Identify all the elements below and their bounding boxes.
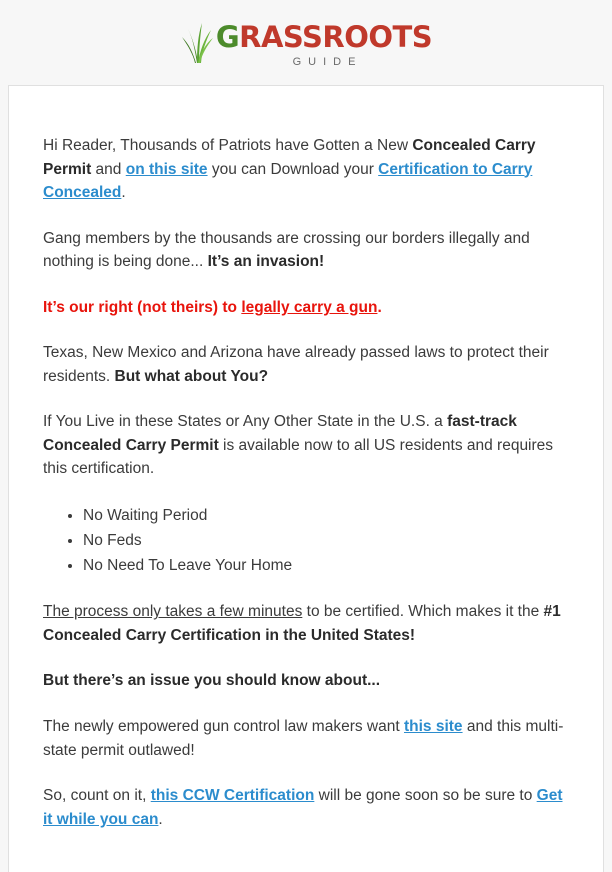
paragraph-intro: [43, 134, 569, 205]
closing-text-1: So, count on it,: [43, 787, 151, 805]
states-bold: But what about You?: [114, 367, 269, 385]
fasttrack-text-1: If You Live in these States or Any Other State in the U.S. a: [43, 413, 448, 431]
paragraph-process: [43, 600, 569, 647]
process-text: to be certified. Which makes it the: [302, 603, 544, 621]
logo-title-first-letter: G: [215, 20, 240, 54]
brand-logo: [180, 17, 432, 68]
link-ccw-certification[interactable]: this CCW Certification: [150, 787, 315, 805]
invasion-bold: It’s an invasion!: [207, 253, 325, 271]
fasttrack-text-2: is available now to all US residents and requires this certification.: [43, 436, 554, 478]
right-text-2: .: [377, 298, 382, 316]
states-text: Texas, New Mexico and Arizona have already passed laws to protect their residents.: [43, 344, 549, 385]
lawmakers-text-1: The newly empowered gun control law makers want: [43, 717, 404, 735]
link-on-this-site[interactable]: on this site: [125, 160, 208, 178]
list-item: • No Need To Leave Your Home: [83, 553, 569, 578]
paragraph-fasttrack: [43, 410, 569, 481]
paragraph-invasion: [43, 227, 569, 274]
right-underline: legally carry a gun: [241, 298, 378, 316]
link-get-it-while-you-can[interactable]: Get it while you can: [43, 787, 563, 828]
process-underline: The process only takes a few minutes: [43, 603, 303, 621]
paragraph-states: [43, 341, 569, 388]
lawmakers-text-2: and this multi-state permit outlawed!: [43, 717, 564, 759]
link-this-site[interactable]: this site: [403, 717, 463, 735]
list-item: • No Waiting Period: [83, 503, 569, 528]
closing-text-3: .: [158, 810, 163, 828]
process-bold: #1 Concealed Carry Certification in the United States!: [43, 603, 561, 644]
link-certification-to-carry[interactable]: Certification to Carry Concealed: [43, 160, 533, 202]
paragraph-issue: [43, 669, 569, 693]
intro-text-2: and: [91, 160, 126, 178]
grass-icon: [180, 17, 214, 61]
list-item: • No Feds: [83, 528, 569, 553]
intro-text-3: you can Download your: [207, 160, 379, 178]
right-text-1: It’s our right (not theirs) to: [43, 298, 242, 316]
closing-text-2: will be gone soon so be sure to: [314, 787, 537, 805]
logo-text: [215, 20, 433, 68]
benefits-list: [43, 503, 569, 578]
logo-subtitle: GUIDE: [292, 56, 363, 68]
email-body-card: [8, 85, 604, 872]
issue-bold: But there’s an issue you should know about...: [43, 672, 381, 690]
invasion-text: Gang members by the thousands are crossing our borders illegally and nothing is being done...: [43, 229, 530, 271]
intro-text-4: .: [121, 184, 126, 202]
intro-bold-permit: Concealed Carry Permit: [43, 137, 536, 178]
email-header: [0, 0, 612, 85]
paragraph-closing: [43, 784, 569, 831]
logo-title: [215, 20, 433, 54]
fasttrack-bold: fast-track Concealed Carry Permit: [43, 413, 517, 454]
logo-title-rest: RASSROOTS: [239, 20, 433, 54]
intro-text-1: Hi Reader, Thousands of Patriots have Gotten a New: [43, 137, 413, 154]
paragraph-right-to-carry: [43, 296, 569, 320]
paragraph-lawmakers: [43, 715, 569, 762]
